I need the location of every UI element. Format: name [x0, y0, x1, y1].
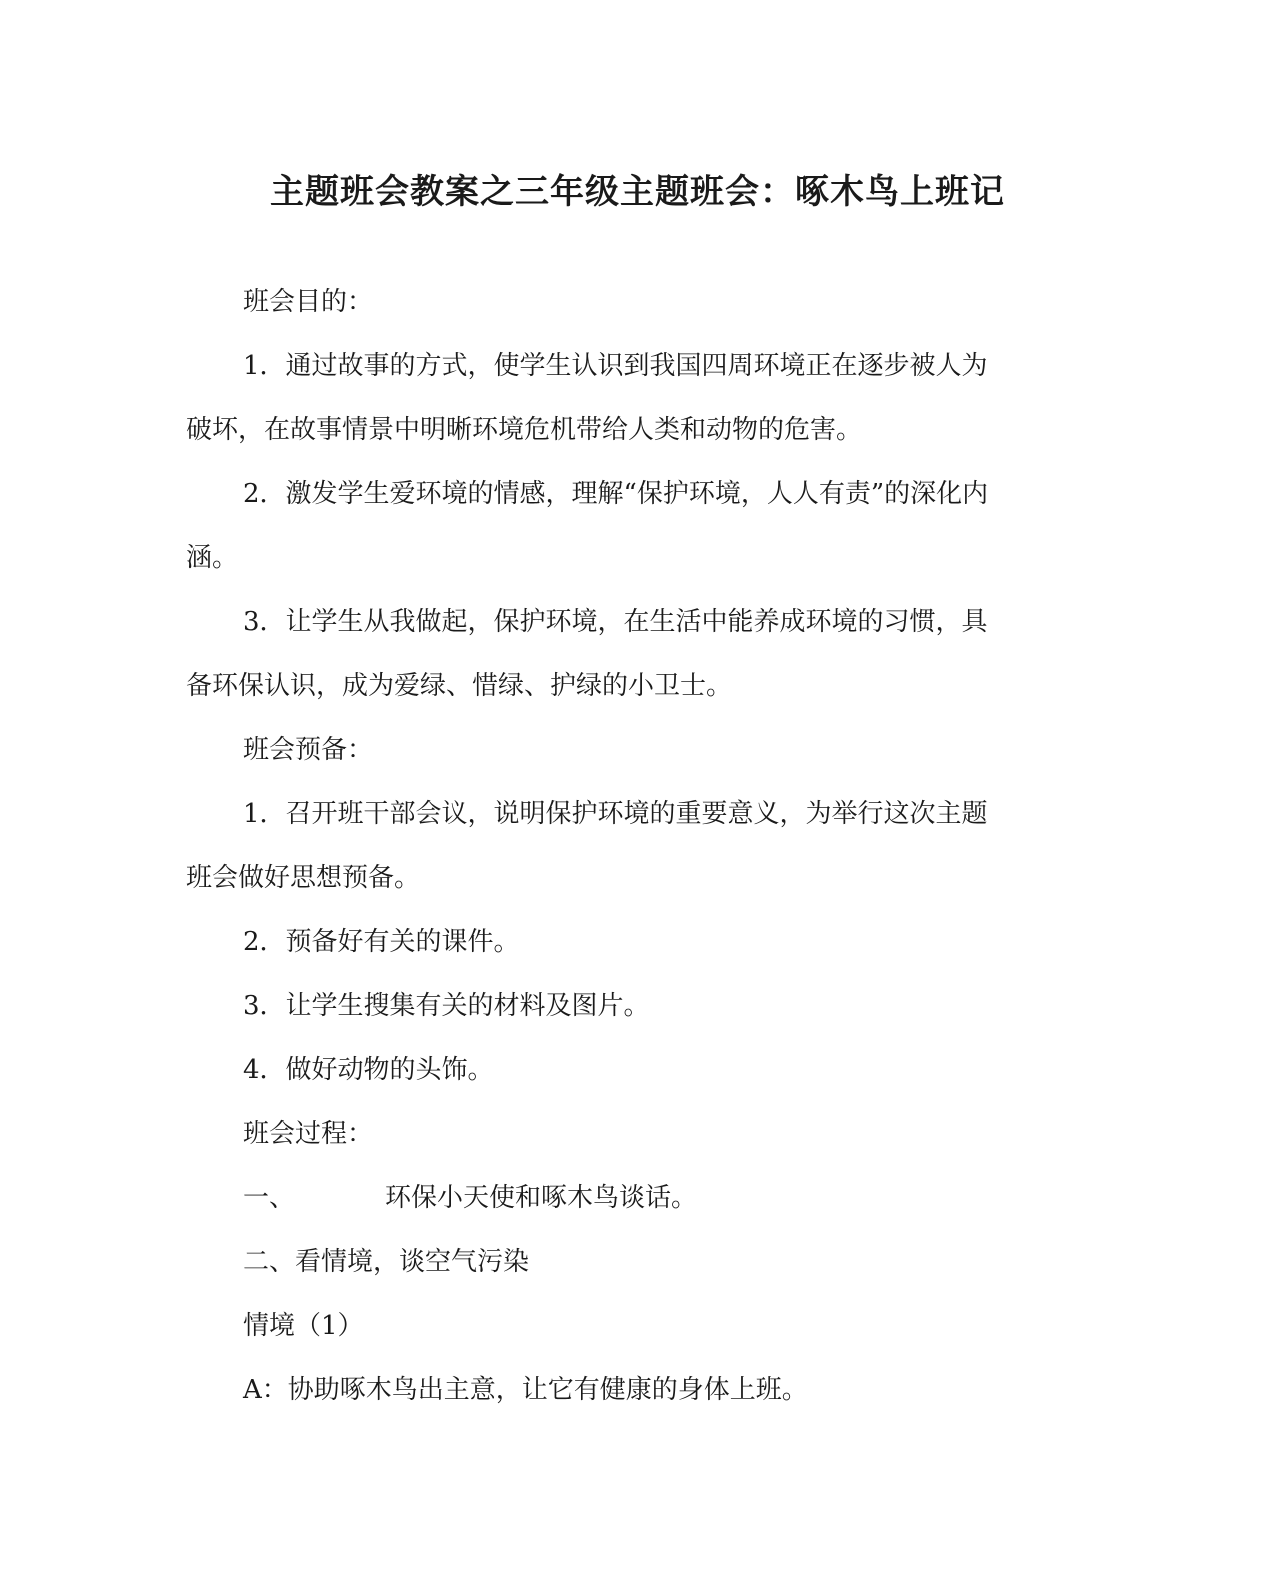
purpose-item-2-line-2: 涵。: [186, 543, 239, 573]
purpose-heading: 班会目的：: [243, 287, 374, 317]
prep-item-4: 4．做好动物的头饰。: [243, 1055, 494, 1085]
prep-item-1-line-2: 班会做好思想预备。: [186, 863, 421, 893]
purpose-item-1-line-1: 1．通过故事的方式，使学生认识到我国四周环境正在逐步被人为: [243, 351, 988, 381]
scene-1-item-a: A：协助啄木鸟出主意，让它有健康的身体上班。: [243, 1375, 808, 1405]
process-item-1: [186, 1166, 1066, 1230]
purpose-item-1-line-2: 破坏，在故事情景中明晰环境危机带给人类和动物的危害。: [186, 415, 863, 445]
prep-heading: 班会预备：: [243, 735, 374, 765]
prep-item-3: 3．让学生搜集有关的材料及图片。: [243, 991, 650, 1021]
purpose-item-2-line-1: 2．激发学生爱环境的情感，理解“保护环境，人人有责”的深化内: [243, 479, 989, 509]
purpose-item-3-line-1: 3．让学生从我做起，保护环境，在生活中能养成环境的习惯，具: [243, 607, 988, 637]
process-item-1-number: 一、: [243, 1183, 296, 1213]
process-item-2: 二、看情境，谈空气污染: [243, 1247, 530, 1277]
prep-item-1-line-1: 1．召开班干部会议，说明保护环境的重要意义，为举行这次主题: [243, 799, 988, 829]
scene-1-heading: 情境（1）: [243, 1311, 364, 1341]
process-item-1-text: 环保小天使和啄木鸟谈话。: [385, 1183, 698, 1213]
document-title: 主题班会教案之三年级主题班会：啄木鸟上班记: [270, 172, 1005, 212]
prep-item-2: 2．预备好有关的课件。: [243, 927, 520, 957]
purpose-item-3-line-2: 备环保认识，成为爱绿、惜绿、护绿的小卫士。: [186, 671, 733, 701]
document-body: [186, 270, 1066, 1422]
process-heading: 班会过程：: [243, 1119, 374, 1149]
